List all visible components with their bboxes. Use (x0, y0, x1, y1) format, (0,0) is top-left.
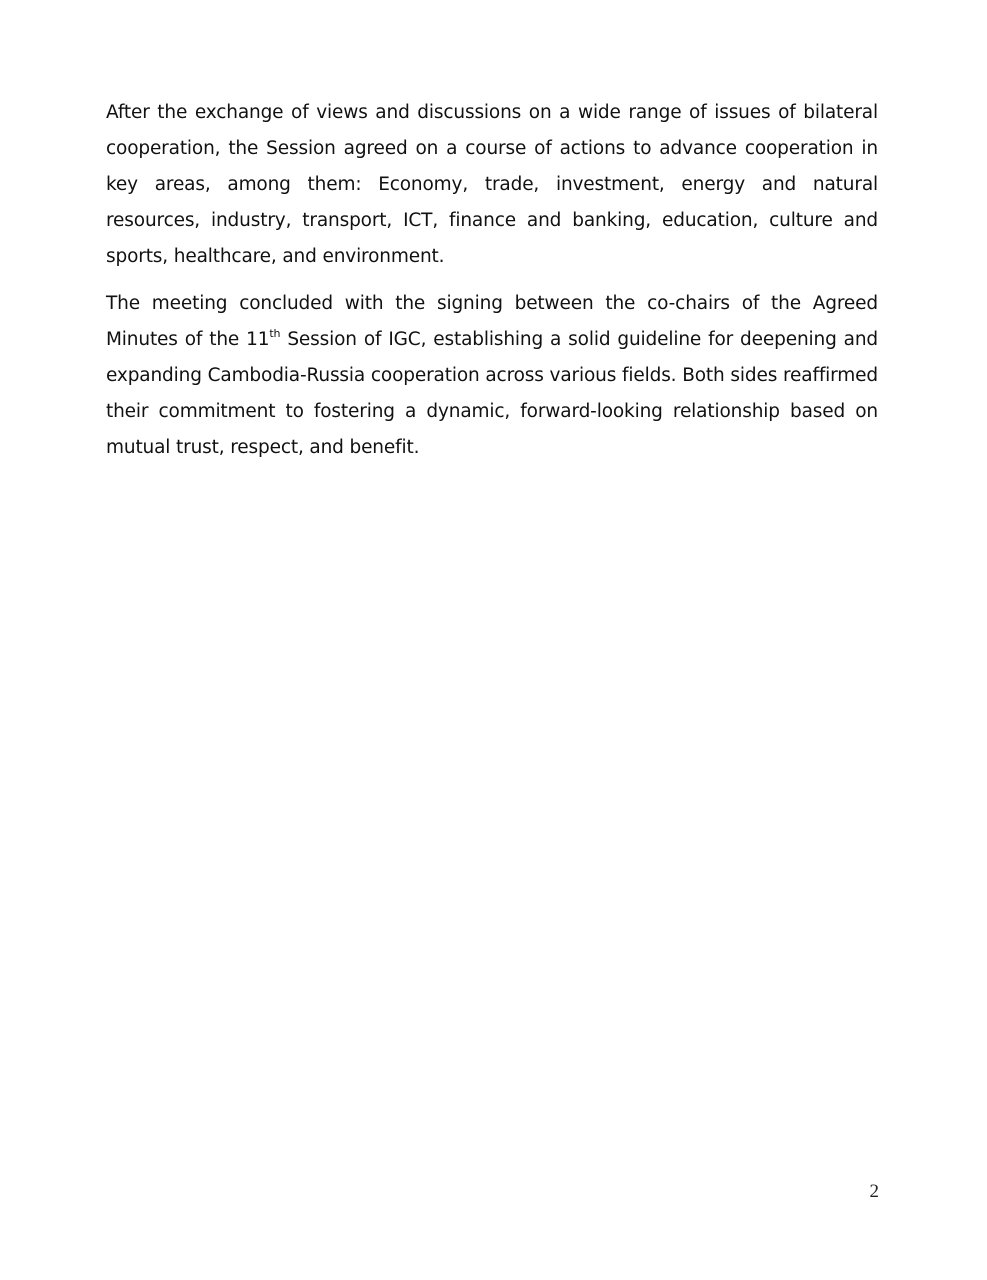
ordinal-superscript: th (269, 326, 281, 340)
paragraph-meeting-conclusion (106, 286, 878, 466)
paragraph-conclusion-text-end: Session of IGC, establishing a solid guideline for deepening and expanding Cambodia-Russia cooperation across various fields. Both sides reaffirmed their commitment to fostering a dynamic, forward-looking relationship based on mutual trust, respect, and benefit. (106, 329, 878, 458)
body-text (106, 95, 878, 466)
paragraph-cooperation-areas: After the exchange of views and discussions on a wide range of issues of bilateral cooperation, the Session agreed on a course of actions to advance cooperation in key areas, among them: Economy, trade, investment, energy and natural resources, industry, transport, ICT, finance and banking, education, culture and sports, healthcare, and environment. (106, 102, 878, 267)
paragraph-conclusion-text-start: The meeting concluded with the signing between the co-chairs of the Agreed Minutes of the 11 (106, 293, 878, 350)
page-number: 2 (869, 1181, 879, 1202)
